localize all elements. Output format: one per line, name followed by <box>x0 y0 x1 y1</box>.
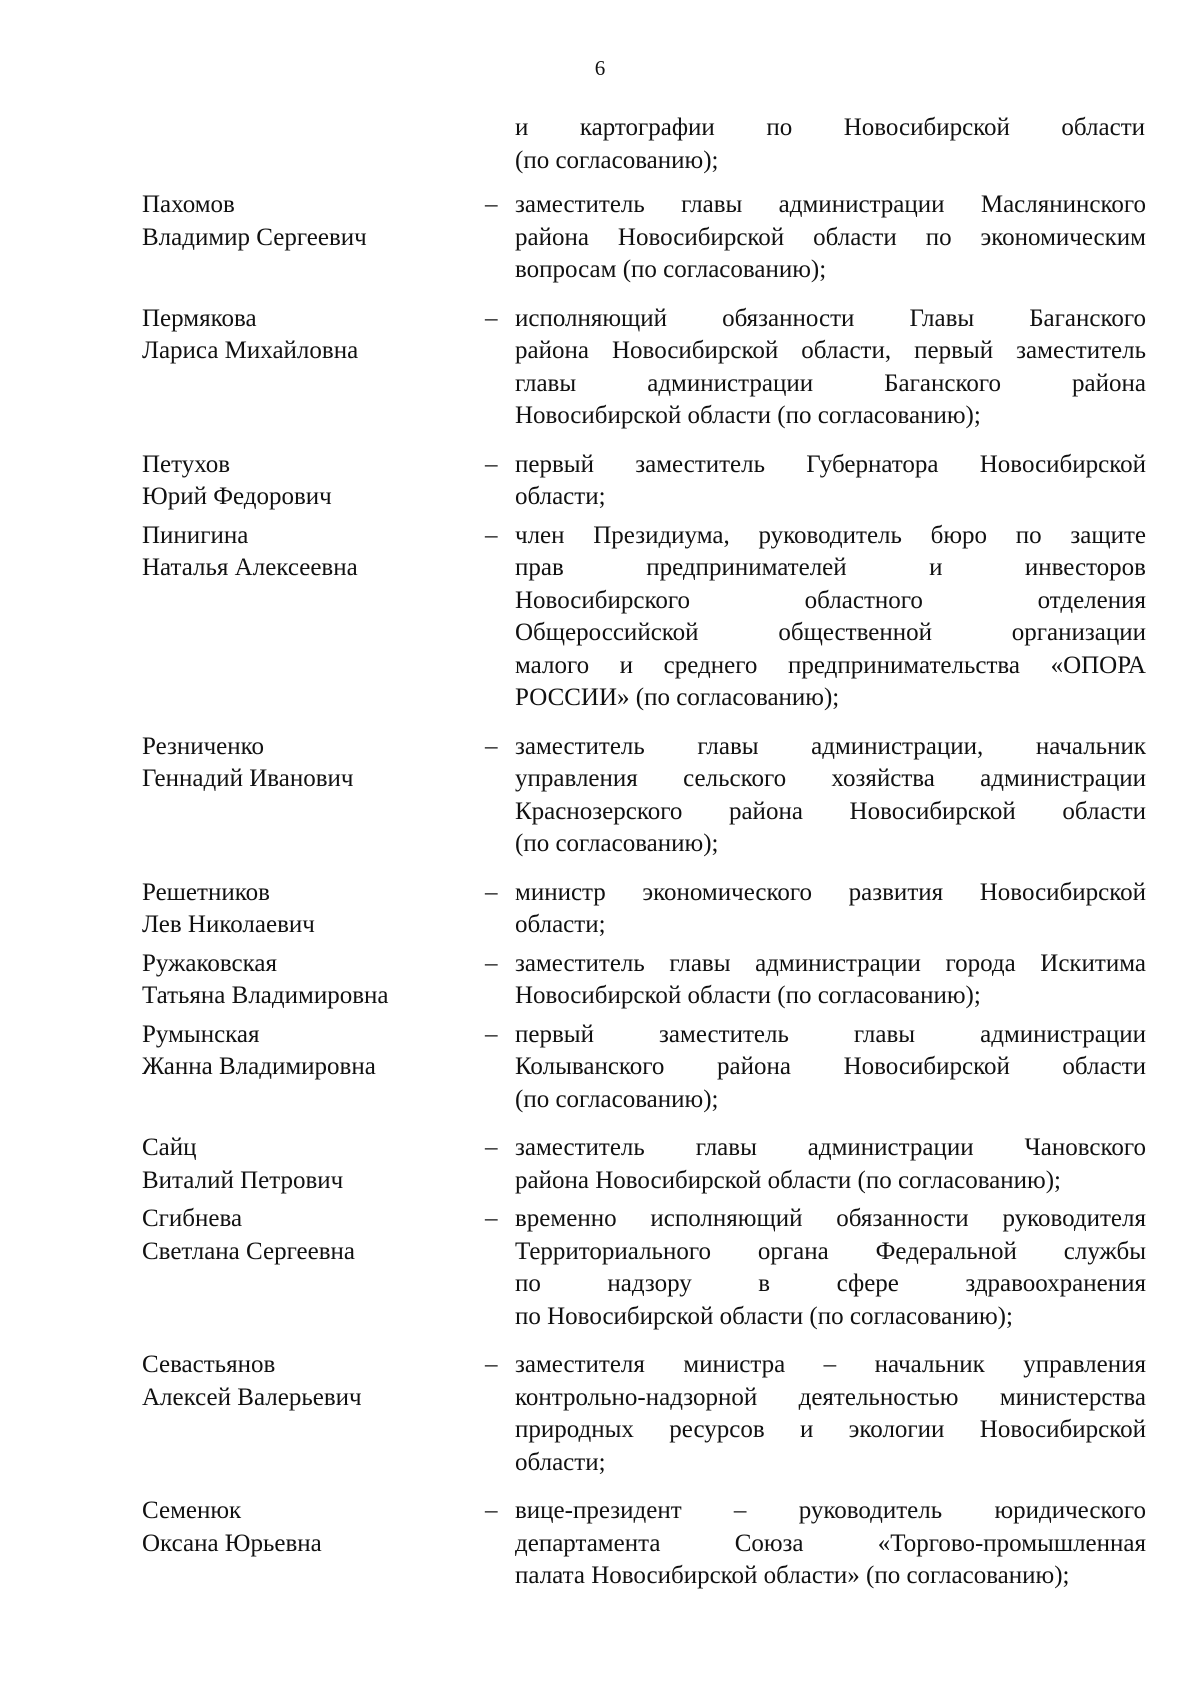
member-entry <box>142 303 1146 433</box>
text-line: природных ресурсов и экологии Новосибирской <box>515 1416 1146 1443</box>
text-line: района Новосибирской области (по согласованию); <box>515 1166 1061 1194</box>
text-line: Краснозерского района Новосибирской области <box>515 797 1146 825</box>
entry-dash: – <box>485 1134 498 1161</box>
member-given-name: Оксана Юрьевна <box>142 1529 322 1557</box>
text-line: член Президиума, руководитель бюро по защите <box>515 521 1146 549</box>
text-line: вице-президент – руководитель юридического <box>515 1497 1146 1524</box>
member-given-name: Геннадий Иванович <box>142 765 354 792</box>
entry-dash: – <box>485 191 498 218</box>
member-name <box>142 520 485 715</box>
text-line: первый заместитель Губернатора Новосибирской <box>515 450 1146 478</box>
text-line: палата Новосибирской области» (по согласованию); <box>515 1562 1070 1589</box>
member-surname: Пахомов <box>142 191 235 218</box>
text-line: вопросам (по согласованию); <box>515 256 827 283</box>
member-given-name: Жанна Владимировна <box>142 1053 376 1080</box>
continuation-text <box>515 112 1145 177</box>
member-position <box>515 1019 1146 1117</box>
text-line: области; <box>515 483 606 510</box>
text-line: по Новосибирской области (по согласованию); <box>515 1302 1013 1330</box>
text-line: заместитель главы администрации города Искитима <box>515 949 1146 977</box>
member-name <box>142 1132 485 1197</box>
text-line: управления сельского хозяйства администрации <box>515 765 1146 792</box>
text-line: Новосибирского областного отделения <box>515 586 1146 614</box>
text-line: первый заместитель главы администрации <box>515 1020 1146 1048</box>
member-name <box>142 1349 485 1479</box>
text-line: РОССИИ» (по согласованию); <box>515 684 840 711</box>
text-line: главы администрации Баганского района <box>515 369 1146 397</box>
member-list <box>142 189 1146 1599</box>
member-surname: Пинигина <box>142 521 249 549</box>
member-entry <box>142 1203 1146 1333</box>
text-line: контрольно-надзорной деятельностью министерства <box>515 1383 1146 1411</box>
member-surname: Петухов <box>142 450 231 478</box>
entry-dash: – <box>485 949 498 977</box>
text-line: малого и среднего предпринимательства «ОПОРА <box>515 651 1146 679</box>
entry-dash: – <box>485 1205 498 1232</box>
member-surname: Резниченко <box>142 732 265 760</box>
member-name <box>142 303 485 433</box>
member-given-name: Наталья Алексеевна <box>142 554 358 581</box>
member-position <box>515 948 1146 1013</box>
member-entry <box>142 1132 1146 1197</box>
entry-dash: – <box>485 878 498 906</box>
text-line: заместитель главы администрации Маслянинского <box>515 191 1146 218</box>
member-entry <box>142 948 1146 1013</box>
member-position <box>515 189 1146 287</box>
member-surname: Ружаковская <box>142 949 277 977</box>
entry-dash: – <box>485 1020 498 1048</box>
text-line: области; <box>515 1448 606 1476</box>
member-entry <box>142 1495 1146 1593</box>
member-entry <box>142 1349 1146 1479</box>
text-line: Территориального органа Федеральной службы <box>515 1237 1146 1265</box>
member-position <box>515 731 1146 861</box>
member-given-name: Юрий Федорович <box>142 483 332 510</box>
member-given-name: Алексей Валерьевич <box>142 1383 362 1411</box>
member-position <box>515 303 1146 433</box>
member-position <box>515 520 1146 715</box>
member-given-name: Виталий Петрович <box>142 1166 344 1194</box>
member-entry <box>142 189 1146 287</box>
text-line: департамента Союза «Торгово-промышленная <box>515 1529 1146 1557</box>
text-line: заместителя министра – начальник управления <box>515 1351 1146 1378</box>
member-surname: Румынская <box>142 1020 260 1048</box>
text-line: по надзору в сфере здравоохранения <box>515 1270 1146 1297</box>
text-line: временно исполняющий обязанности руководителя <box>515 1205 1146 1232</box>
member-given-name: Лариса Михайловна <box>142 337 359 364</box>
member-given-name: Владимир Сергеевич <box>142 223 367 251</box>
member-name <box>142 1019 485 1117</box>
entry-dash: – <box>485 521 498 549</box>
member-surname: Семенюк <box>142 1497 242 1524</box>
member-position <box>515 1495 1146 1593</box>
member-surname: Сгибнева <box>142 1205 243 1232</box>
member-name <box>142 1203 485 1333</box>
member-surname: Севастьянов <box>142 1351 276 1378</box>
page-number: 6 <box>594 56 606 80</box>
member-surname: Сайц <box>142 1134 197 1161</box>
entry-dash: – <box>485 304 498 332</box>
text-line: Колыванского района Новосибирской области <box>515 1053 1146 1080</box>
member-position <box>515 877 1146 942</box>
member-name <box>142 948 485 1013</box>
member-given-name: Светлана Сергеевна <box>142 1237 356 1265</box>
member-entry <box>142 449 1146 514</box>
member-name <box>142 731 485 861</box>
entry-dash: – <box>485 450 498 478</box>
text-line: района Новосибирской области по экономическим <box>515 223 1146 251</box>
text-line: и картографии по Новосибирской области <box>515 114 1145 141</box>
entry-dash: – <box>485 732 498 760</box>
text-line: министр экономического развития Новосибирской <box>515 878 1146 906</box>
member-entry <box>142 877 1146 942</box>
text-line: заместитель главы администрации, начальник <box>515 732 1146 760</box>
member-given-name: Лев Николаевич <box>142 911 315 938</box>
member-given-name: Татьяна Владимировна <box>142 982 389 1009</box>
member-surname: Решетников <box>142 878 270 906</box>
text-line: района Новосибирской области, первый заместитель <box>515 337 1146 364</box>
member-entry <box>142 731 1146 861</box>
member-name <box>142 189 485 287</box>
text-line: Общероссийской общественной организации <box>515 619 1146 646</box>
text-line: заместитель главы администрации Чановского <box>515 1134 1146 1161</box>
text-line: Новосибирской области (по согласованию); <box>515 982 981 1009</box>
member-entry <box>142 520 1146 715</box>
text-line: (по согласованию); <box>515 830 719 857</box>
member-position <box>515 1203 1146 1333</box>
text-line: (по согласованию); <box>515 1085 719 1113</box>
member-entry <box>142 1019 1146 1117</box>
entry-dash: – <box>485 1497 498 1524</box>
text-line: исполняющий обязанности Главы Баганского <box>515 304 1146 332</box>
member-name <box>142 449 485 514</box>
member-position <box>515 1349 1146 1479</box>
member-position <box>515 1132 1146 1197</box>
member-surname: Пермякова <box>142 304 257 332</box>
entry-dash: – <box>485 1351 498 1378</box>
text-line: прав предпринимателей и инвесторов <box>515 554 1146 581</box>
member-position <box>515 449 1146 514</box>
text-line: Новосибирской области (по согласованию); <box>515 402 981 429</box>
text-line: области; <box>515 911 606 938</box>
text-line: (по согласованию); <box>515 146 719 174</box>
member-name <box>142 1495 485 1593</box>
member-name <box>142 877 485 942</box>
